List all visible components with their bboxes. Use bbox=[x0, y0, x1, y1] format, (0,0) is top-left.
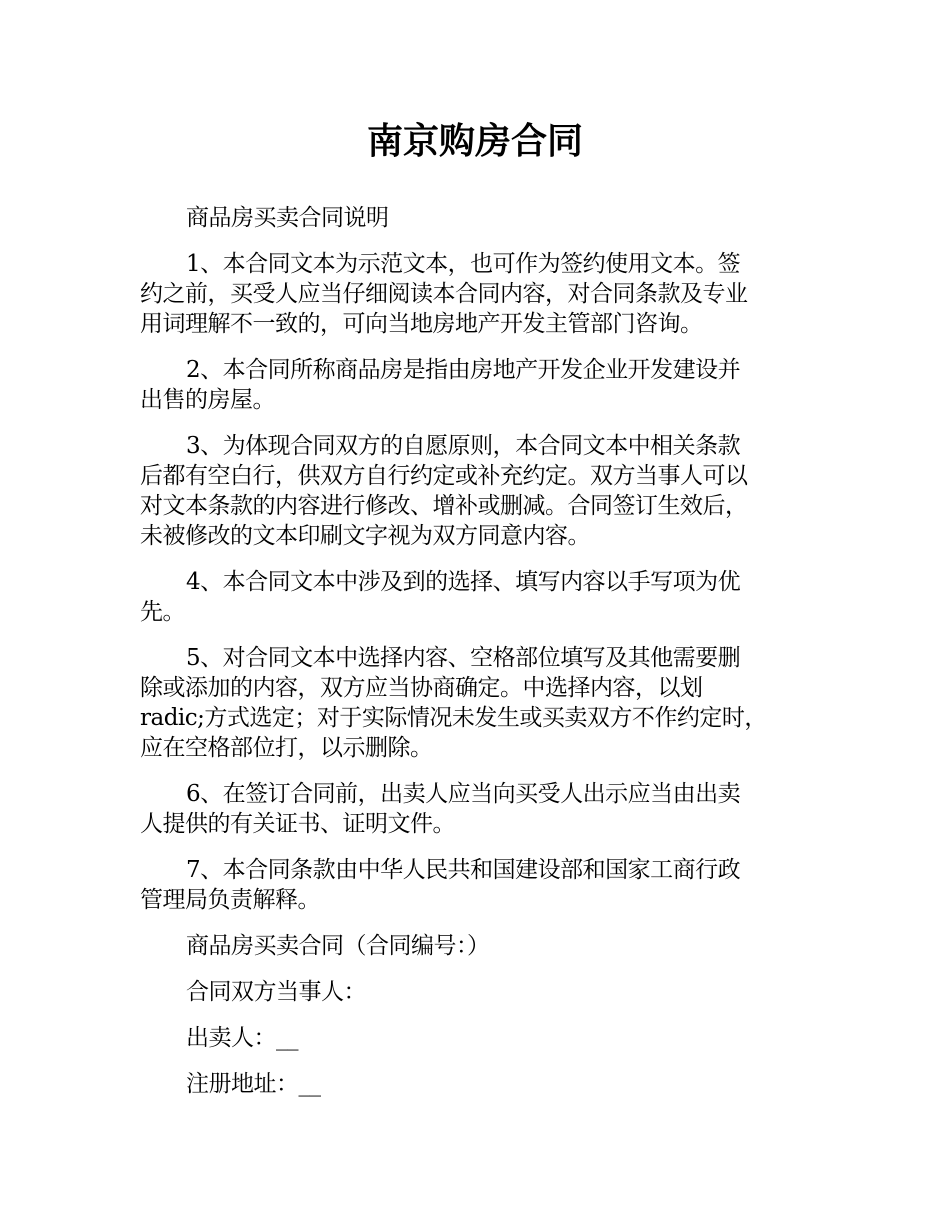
paragraph-heading-explanation: 商品房买卖合同说明 bbox=[186, 205, 389, 231]
paragraph-registered-address: 注册地址：__ bbox=[186, 1071, 321, 1097]
paragraph-contract-number: 商品房买卖合同（合同编号：） bbox=[186, 933, 490, 959]
paragraph-item-1: 1、本合同文本为示范文本，也可作为签约使用文本。签 约之前，买受人应当仔细阅读本合同内容，对合同条款及专业 用词理解不一致的，可向当地房地产开发主管部门咨询。 bbox=[140, 251, 748, 337]
paragraph-seller: 出卖人：__ bbox=[186, 1025, 298, 1051]
paragraph-item-4: 4、本合同文本中涉及到的选择、填写内容以手写项为优 先。 bbox=[140, 569, 741, 625]
paragraph-parties: 合同双方当事人： bbox=[186, 979, 366, 1005]
paragraph-item-7: 7、本合同条款由中华人民共和国建设部和国家工商行政 管理局负责解释。 bbox=[140, 857, 741, 913]
paragraph-item-6: 6、在签订合同前，出卖人应当向买受人出示应当由出卖 人提供的有关证书、证明文件。 bbox=[140, 781, 741, 837]
paragraph-item-5: 5、对合同文本中选择内容、空格部位填写及其他需要删 除或添加的内容，双方应当协商确定。中选择内容，以划 radic;方式选定；对于实际情况未发生或买卖双方不作约定时， 应在空格部位打，以示删除。 bbox=[140, 645, 767, 761]
document-title: 南京购房合同 bbox=[366, 121, 583, 162]
paragraph-item-2: 2、本合同所称商品房是指由房地产开发企业开发建设并 出售的房屋。 bbox=[140, 357, 741, 413]
paragraph-item-3: 3、为体现合同双方的自愿原则，本合同文本中相关条款 后都有空白行，供双方自行约定或补充约定。双方当事人可以 对文本条款的内容进行修改、增补或删减。合同签订生效后， 未被修改的文本印刷文字视为双方同意内容。 bbox=[140, 433, 748, 549]
document-body bbox=[140, 203, 830, 1115]
